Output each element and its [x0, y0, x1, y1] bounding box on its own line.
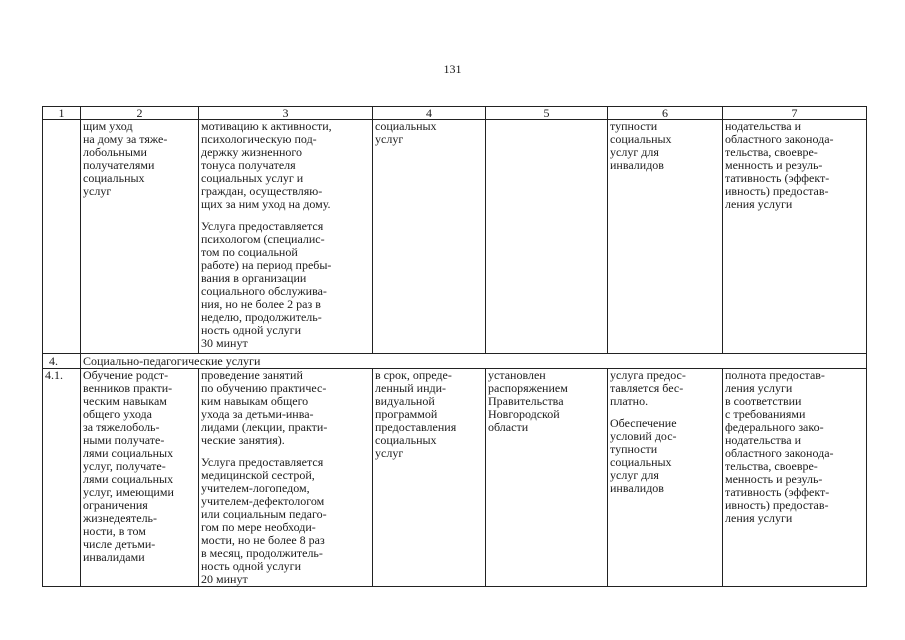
text-line: ления услуги — [725, 511, 793, 525]
text-line: социальных услуг и — [201, 171, 304, 185]
text-line: ограничения — [83, 498, 148, 512]
text-line: тельства, своевре- — [725, 145, 818, 159]
text-line: тативность (эффект- — [725, 485, 830, 499]
text-line: числе детьми- — [83, 537, 156, 551]
text-line: области — [488, 420, 529, 434]
text-line: социальных — [375, 119, 437, 133]
text-line: ности, в том — [83, 524, 146, 538]
cell-recipient — [81, 369, 199, 587]
header-cell: 1 — [43, 107, 81, 120]
text-line: ность одной услуги — [201, 323, 302, 337]
text-line: услуг для — [610, 145, 659, 159]
text-line: граждан, осуществляю- — [201, 184, 323, 198]
text-line: щим уход — [83, 119, 133, 133]
text-line: нодательства и — [725, 433, 802, 447]
text-line: работе) на период пребы- — [201, 258, 332, 272]
cell-text — [201, 120, 370, 211]
continued-row — [43, 120, 867, 354]
text-line: венников практи- — [83, 381, 173, 395]
text-line: услуг для — [610, 468, 659, 482]
text-line: щих за ним уход на дому. — [201, 197, 331, 211]
cell-quality — [723, 120, 867, 354]
text-line: проведение занятий — [201, 368, 303, 382]
text-line: распоряжением — [488, 381, 568, 395]
cell-description — [199, 369, 373, 587]
text-line: программой — [375, 407, 438, 421]
cell-tariff — [486, 120, 608, 354]
cell-text — [83, 369, 196, 564]
text-line: областного законода- — [725, 132, 834, 146]
text-line: получателями — [83, 158, 155, 172]
text-line: социальных — [375, 433, 437, 447]
header-cell: 6 — [608, 107, 723, 120]
text-line: Новгородской — [488, 407, 560, 421]
text-line: ческие занятия). — [201, 433, 285, 447]
text-line: Обеспечение — [610, 416, 677, 430]
cell-text — [201, 220, 370, 350]
text-line: тавляется бес- — [610, 381, 684, 395]
text-line: по обучению практичес- — [201, 381, 327, 395]
text-line: ивность) предостав- — [725, 498, 829, 512]
cell-text — [375, 369, 483, 460]
text-line: в срок, опреде- — [375, 368, 452, 382]
text-line: менность и резуль- — [725, 472, 823, 486]
text-line: нодательства и — [725, 119, 802, 133]
text-line: в месяц, продолжитель- — [201, 546, 323, 560]
header-cell: 3 — [199, 107, 373, 120]
text-line: тупности — [610, 442, 658, 456]
text-line: полнота предостав- — [725, 368, 825, 382]
text-line: лями социальных — [83, 472, 174, 486]
text-line: жизнедеятель- — [83, 511, 158, 525]
header-cell: 2 — [81, 107, 199, 120]
text-line: психологическую под- — [201, 132, 317, 146]
cell-quality — [723, 369, 867, 587]
text-line: Услуга предоставляется — [201, 455, 324, 469]
page-number: 131 — [443, 62, 462, 76]
text-line: видуальной — [375, 394, 435, 408]
text-line: ления услуги — [725, 381, 793, 395]
text-line: инвалидов — [610, 158, 664, 172]
header-cell: 7 — [723, 107, 867, 120]
text-line: тупности — [610, 119, 658, 133]
text-line: учителем-логопедом, — [201, 481, 310, 495]
cell-tariff — [486, 369, 608, 587]
text-line: областного законода- — [725, 446, 834, 460]
text-line: на дому за тяже- — [83, 132, 168, 146]
text-line: Правительства — [488, 394, 564, 408]
text-line: лобольными — [83, 145, 147, 159]
text-line: держку жизненного — [201, 145, 303, 159]
text-line: социальных — [83, 171, 145, 185]
text-line: мотивацию к активности, — [201, 119, 332, 133]
text-line: том по социальной — [201, 245, 298, 259]
header-row — [43, 107, 867, 120]
cell-text — [725, 369, 864, 525]
text-line: ления услуги — [725, 197, 793, 211]
text-line: учителем-дефектологом — [201, 494, 325, 508]
text-line: услуг, имеющими — [83, 485, 174, 499]
cell-text — [610, 369, 720, 408]
header-cell: 4 — [373, 107, 486, 120]
table-row — [43, 369, 867, 587]
text-line: ивность) предостав- — [725, 184, 829, 198]
text-line: или социальным педаго- — [201, 507, 327, 521]
text-line: гом по мере необходи- — [201, 520, 316, 534]
text-line: инвалидов — [610, 481, 664, 495]
text-line: психологом (специалис- — [201, 232, 325, 246]
cell-term — [373, 120, 486, 354]
text-line: лями социальных — [83, 446, 174, 460]
text-line: услуг — [375, 132, 404, 146]
header-cell: 5 — [486, 107, 608, 120]
text-line: тонуса получателя — [201, 158, 296, 172]
text-line: ухода за детьми-инва- — [201, 407, 314, 421]
text-line: общего ухода — [83, 407, 152, 421]
section-number: 4. — [43, 354, 81, 369]
text-line: в соответствии — [725, 394, 802, 408]
text-line: услуг — [83, 184, 112, 198]
text-line: 30 минут — [201, 336, 248, 350]
text-line: платно. — [610, 394, 649, 408]
cell-conditions — [608, 120, 723, 354]
text-line: медицинской сестрой, — [201, 468, 315, 482]
text-line: условий дос- — [610, 429, 677, 443]
services-table — [42, 106, 867, 587]
text-line: Обучение родст- — [83, 368, 169, 382]
text-line: ность одной услуги — [201, 559, 302, 573]
text-line: ким навыкам общего — [201, 394, 309, 408]
text-line: установлен — [488, 368, 546, 382]
text-line: услуг, получате- — [83, 459, 166, 473]
text-line: за тяжелоболь- — [83, 420, 160, 434]
text-line: неделю, продолжитель- — [201, 310, 322, 324]
text-line: ния, но не более 2 раз в — [201, 297, 321, 311]
text-line: услуг — [375, 446, 404, 460]
cell-conditions — [608, 369, 723, 587]
cell-num — [43, 120, 81, 354]
cell-text — [488, 369, 605, 434]
text-line: федерального зако- — [725, 420, 824, 434]
text-line: ными получате- — [83, 433, 165, 447]
text-line: тативность (эффект- — [725, 171, 830, 185]
text-line: социального обслужива- — [201, 284, 327, 298]
text-line: вания в организации — [201, 271, 307, 285]
text-line: услуга предос- — [610, 368, 686, 382]
text-line: лидами (лекции, практи- — [201, 420, 328, 434]
text-line: инвалидами — [83, 550, 145, 564]
cell-text — [201, 456, 370, 586]
text-line: с требованиями — [725, 407, 806, 421]
text-line: предоставления — [375, 420, 457, 434]
text-line: Услуга предоставляется — [201, 219, 324, 233]
text-line: 20 минут — [201, 572, 248, 586]
text-line: социальных — [610, 132, 672, 146]
cell-text — [375, 120, 483, 146]
cell-recipient — [81, 120, 199, 354]
text-line: менность и резуль- — [725, 158, 823, 172]
section-row — [43, 354, 867, 369]
text-line: ленный инди- — [375, 381, 447, 395]
cell-text — [201, 369, 370, 447]
cell-text — [610, 120, 720, 172]
text-line: социальных — [610, 455, 672, 469]
text-line: мости, но не более 8 раз — [201, 533, 325, 547]
cell-description — [199, 120, 373, 354]
cell-text — [83, 120, 196, 198]
cell-text — [610, 417, 720, 495]
cell-term — [373, 369, 486, 587]
row-number: 4.1. — [43, 369, 81, 587]
cell-text — [725, 120, 864, 211]
text-line: тельства, своевре- — [725, 459, 818, 473]
text-line: ческим навыкам — [83, 394, 167, 408]
section-title: Социально-педагогические услуги — [81, 354, 867, 369]
